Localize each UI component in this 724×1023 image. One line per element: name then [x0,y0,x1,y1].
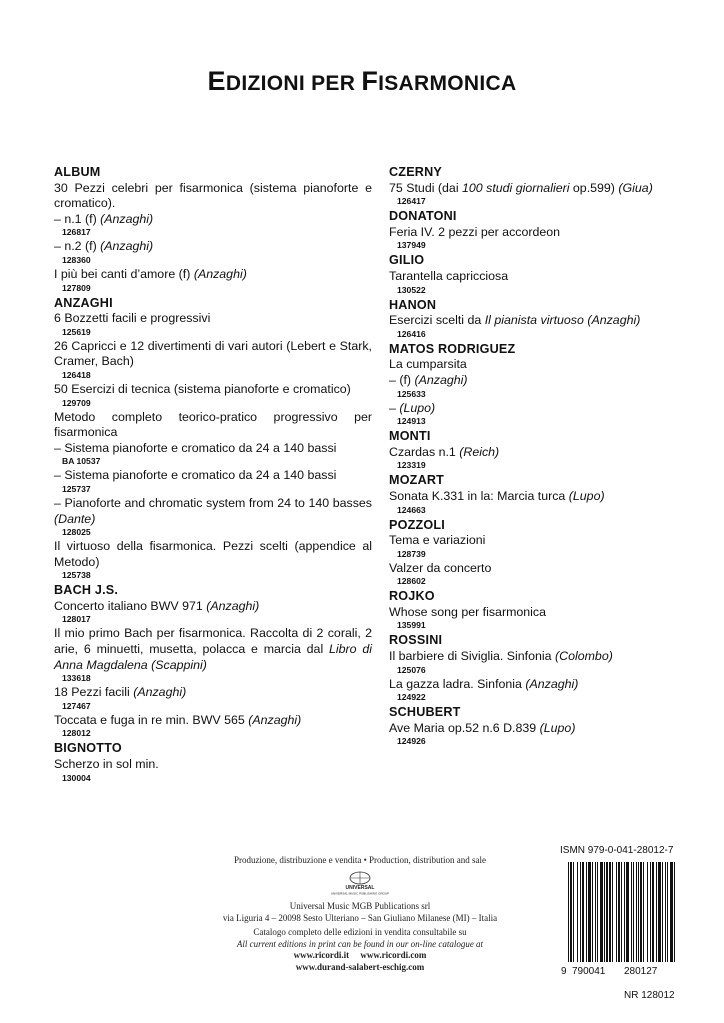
work-title: Tarantella capricciosa [389,268,509,283]
work-title: – Sistema pianoforte e cromatico da 24 a 140 bassi [54,468,337,483]
website-links [200,950,520,962]
work-title: 30 Pezzi celebri per fisarmonica (sistema pianoforte e cromatico). [54,180,372,211]
catalog-number: 128017 [62,614,91,625]
work-title: – Pianoforte and chromatic system from 24 to 140 basses (Dante) [54,495,372,526]
work-title: Valzer da concerto [389,560,492,575]
composer-heading-matos-rodriguez: MATOS RODRIGUEZ [389,341,516,356]
work-title: Il mio primo Bach per fisarmonica. Raccolta di 2 corali, 2 arie, 6 minuetti, musetta, polacca e marcia dal Libro di Anna Magdalena (Scappini) [54,626,372,672]
ismn-number: ISMN 979-0-041-28012-7 [560,845,674,856]
catalog-note-en: All current editions in print can be found in our on-line catalogue at [236,938,484,949]
work-title: Czardas n.1 (Reich) [389,444,500,459]
distribution-line: Produzione, distribuzione e vendita • Production, distribution and sale [233,855,487,865]
catalog-number: 124663 [397,504,426,515]
work-title: Sonata K.331 in la: Marcia turca (Lupo) [389,488,605,503]
catalog-number: 130522 [397,284,426,295]
work-title: Scherzo in sol min. [54,757,159,772]
catalog-number: 127467 [62,700,91,711]
work-title: – (Lupo) [389,400,436,415]
work-title: 18 Pezzi facili (Anzaghi) [54,685,187,700]
work-title: Tema e variazioni [389,533,486,548]
catalog-number: 123319 [397,460,426,471]
catalog-number: 126417 [397,196,426,207]
catalog-number: 137949 [397,240,426,251]
barcode-icon [560,862,680,977]
catalog-left-column [54,165,372,785]
work-title: I più bei canti d’amore (f) (Anzaghi) [54,266,247,281]
catalog-nr: NR 128012 [624,990,675,1001]
work-title: 6 Bozzetti facili e progressivi [54,311,211,326]
composer-heading-anzaghi: ANZAGHI [54,295,113,310]
publisher-footer [200,855,520,973]
barcode-digit: 9 [561,966,567,977]
composer-heading-album: ALBUM [54,165,101,179]
composer-heading-gilio: GILIO [389,253,425,268]
composer-heading-monti: MONTI [389,429,431,444]
catalog-number: 125619 [62,326,91,337]
work-title: Il virtuoso della fisarmonica. Pezzi scelti (appendice al Metodo) [54,539,372,569]
catalog-number: 127809 [62,282,91,293]
composer-heading-rojko: ROJKO [389,589,435,604]
work-title: 26 Capricci e 12 divertimenti di vari autori (Lebert e Stark, Cramer, Bach) [54,338,372,369]
composer-heading-bach: BACH J.S. [54,583,119,598]
page-title: EDIZIONI PER FISARMONICA [207,66,517,96]
logo-subtext: UNIVERSAL MUSIC PUBLISHING GROUP [330,891,390,895]
composer-heading-pozzoli: POZZOLI [389,517,445,532]
work-title: Whose song per fisarmonica [389,604,547,619]
company-name: Universal Music MGB Publications srl [289,901,431,911]
barcode-digit: 280127 [624,966,658,977]
work-title: Feria IV. 2 pezzi per accordeon [389,224,561,239]
work-title: Il barbiere di Siviglia. Sinfonia (Colombo) [389,649,613,664]
work-title: La gazza ladra. Sinfonia (Anzaghi) [389,676,579,691]
universal-logo-icon [330,870,390,896]
catalog-number: 128739 [397,548,426,559]
work-title: 75 Studi (dai 100 studi giornalieri op.599) (Giua) [389,180,653,195]
composer-heading-mozart: MOZART [389,473,445,488]
catalog-note-it: Catalogo completo delle edizioni in vendita consultabile su [253,927,467,937]
work-title: Toccata e fuga in re min. BWV 565 (Anzaghi) [54,712,302,727]
work-title: La cumparsita [389,357,467,372]
catalog-number: 129709 [62,397,91,408]
catalog-number: 124926 [397,736,426,747]
catalog-number: 125737 [62,483,91,494]
catalog-number: 133618 [62,673,91,684]
work-title: – Sistema pianoforte e cromatico da 24 a 140 bassi [54,440,337,455]
catalog-number: 125633 [397,388,426,399]
website-link[interactable]: www.durand-salabert-eschig.com [295,961,425,972]
work-title: Ave Maria op.52 n.6 D.839 (Lupo) [389,720,576,735]
logo-text: UNIVERSAL [345,884,375,891]
catalog-number: 130004 [62,772,91,783]
work-title: – (f) (Anzaghi) [389,372,468,387]
catalog-right-column [389,165,679,748]
work-title: Concerto italiano BWV 971 (Anzaghi) [54,598,260,613]
catalog-number: 124913 [397,416,426,427]
composer-heading-bignotto: BIGNOTTO [54,741,122,756]
work-title: – n.2 (f) (Anzaghi) [54,239,154,254]
work-title: 50 Esercizi di tecnica (sistema pianoforte e cromatico) [54,381,351,396]
work-title: Metodo completo teorico-pratico progressivo per fisarmonica [54,409,372,440]
catalog-number: 126817 [62,227,91,238]
composer-heading-schubert: SCHUBERT [389,705,461,720]
catalog-number: BA 10537 [62,456,101,467]
work-title: Esercizi scelti da Il pianista virtuoso (Anzaghi) [389,313,641,328]
isbn-block [560,845,680,977]
work-title: – n.1 (f) (Anzaghi) [54,211,154,226]
catalog-number: 126418 [62,369,91,380]
catalog-number: 126416 [397,328,426,339]
company-address: via Liguria 4 – 20098 Sesto Ulteriano – San Giuliano Milanese (MI) – Italia [222,912,498,923]
catalog-number: 128025 [62,527,91,538]
catalog-number: 125738 [62,570,91,581]
barcode-digit: 790041 [572,966,606,977]
website-link[interactable]: www.ricordi.it [293,950,350,960]
catalog-number: 135991 [397,620,426,631]
catalog-number: 128602 [397,576,426,587]
website-link[interactable]: www.ricordi.com [360,950,427,960]
catalog-number: 128012 [62,728,91,739]
catalog-number: 125076 [397,664,426,675]
composer-heading-czerny: CZERNY [389,165,442,179]
composer-heading-hanon: HANON [389,297,437,312]
composer-heading-donatoni: DONATONI [389,209,457,224]
catalog-number: 128360 [62,254,91,265]
catalog-number: 124922 [397,692,426,703]
composer-heading-rossini: ROSSINI [389,633,443,648]
